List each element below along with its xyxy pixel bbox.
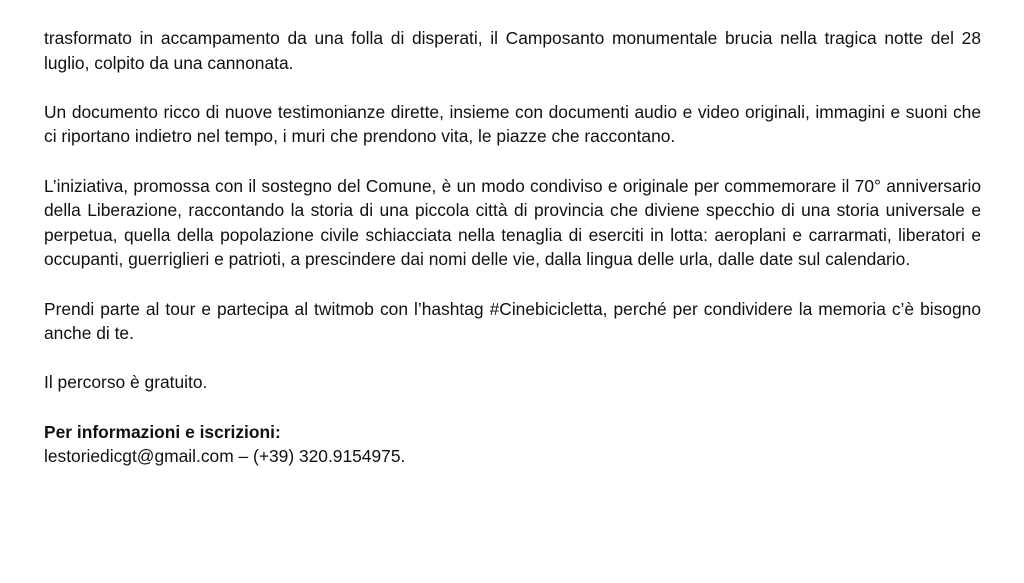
paragraph-gratuito: Il percorso è gratuito. — [44, 372, 208, 393]
paragraph-iniziativa: L’iniziativa, promossa con il sostegno del Comune, è un modo condiviso e originale per commemorare il 70° anniversario della Liberazione, raccontando la storia di una piccola città di provincia che diviene specchio di una storia universale e perpetua, quella della popolazione civile schiacciata nella tenaglia di eserciti in lotta: aeroplani e carrarmati, liberatori e occupanti, guerriglieri e patrioti, a prescindere dai nomi delle vie, dalla lingua delle urla, dalle date sul calendario. — [44, 175, 981, 270]
contact-line: lestoriedicgt@gmail.com – (+39) 320.9154975. — [44, 446, 406, 467]
info-section — [44, 420, 981, 469]
paragraph-documento: Un documento ricco di nuove testimonianze dirette, insieme con documenti audio e video originali, immagini e suoni che ci riportano indietro nel tempo, i muri che prendono vita, le piazze che raccontano. — [44, 101, 981, 147]
info-heading: Per informazioni e iscrizioni: — [44, 421, 281, 442]
paragraph-tour: Prendi parte al tour e partecipa al twitmob con l’hashtag #Cinebicicletta, perché per condividere la memoria c’è bisogno anche di te. — [44, 298, 981, 344]
paragraph-camposanto: trasformato in accampamento da una folla di disperati, il Camposanto monumentale brucia nella tragica notte del 28 luglio, colpito da una cannonata. — [44, 28, 981, 73]
document-body — [44, 26, 981, 469]
